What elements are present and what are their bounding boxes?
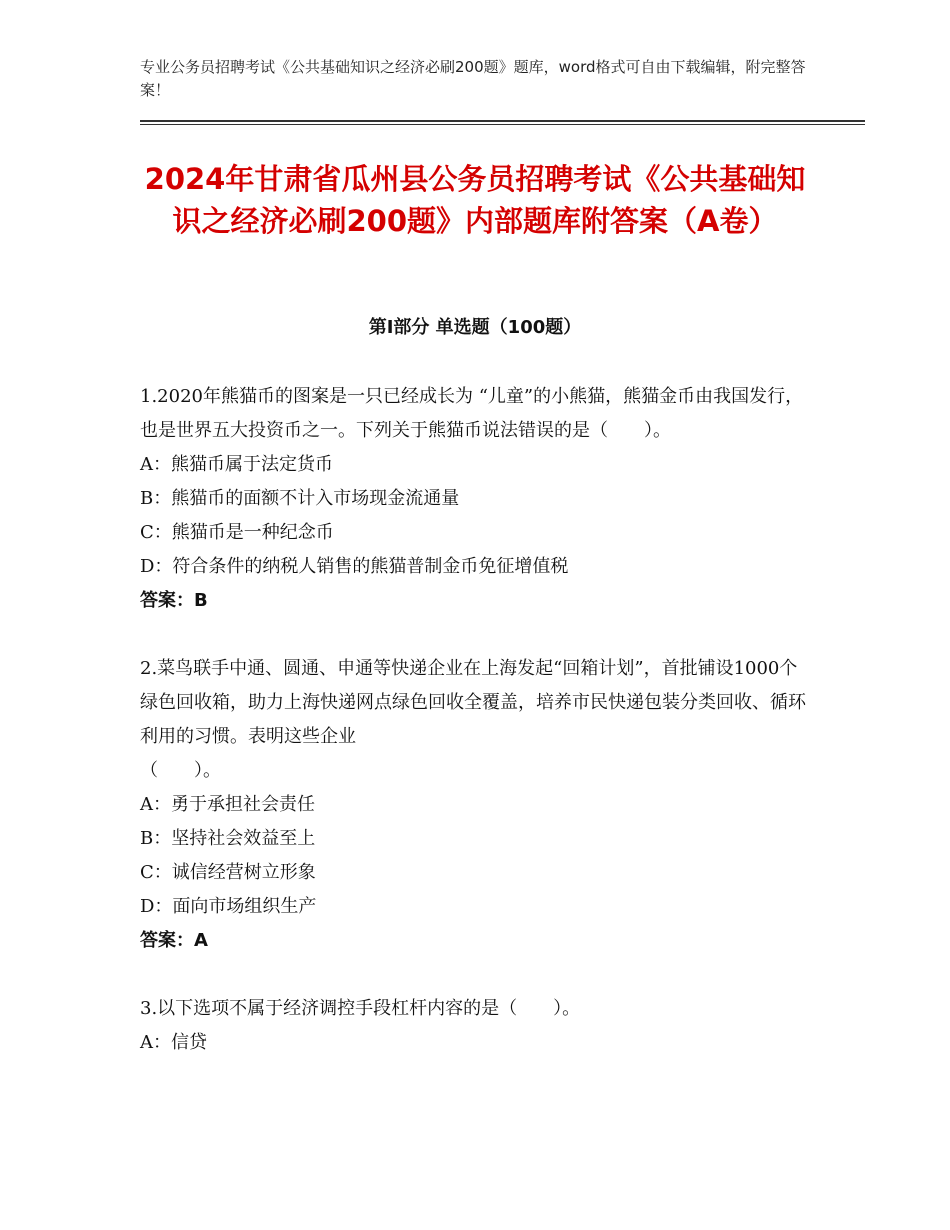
question-3 — [140, 992, 810, 1060]
header-divider-thin — [140, 124, 865, 125]
option-a: A：熊猫币属于法定货币 — [140, 454, 333, 475]
option-d: D：符合条件的纳税人销售的熊猫普制金币免征增值税 — [140, 556, 569, 577]
question-stem: 3.以下选项不属于经济调控手段杠杆内容的是（ ）。 — [140, 998, 581, 1019]
header-note: 专业公务员招聘考试《公共基础知识之经济必刷200题》题库，word格式可自由下载编辑，附完整答案！ — [140, 58, 806, 99]
option-b: B：熊猫币的面额不计入市场现金流通量 — [140, 488, 460, 509]
section-title: 第Ⅰ部分 单选题（100题） — [368, 317, 582, 338]
question-stem: 2.菜鸟联手中通、圆通、申通等快递企业在上海发起“回箱计划”，首批铺设1000个绿色回收箱，助力上海快递网点绿色回收全覆盖，培养市民快递包装分类回收、循环利用的习惯。表明这些企业 — [140, 658, 806, 747]
option-c: C：诚信经营树立形象 — [140, 862, 316, 883]
question-stem-tail: （ ）。 — [140, 760, 221, 781]
question-1 — [140, 380, 810, 618]
answer-line: 答案：A — [140, 930, 208, 951]
question-2 — [140, 652, 810, 958]
option-d: D：面向市场组织生产 — [140, 896, 317, 917]
answer-line: 答案：B — [140, 590, 208, 611]
question-stem: 1.2020年熊猫币的图案是一只已经成长为 “儿童”的小熊猫，熊猫金币由我国发行，也是世界五大投资币之一。下列关于熊猫币说法错误的是（ ）。 — [140, 386, 804, 441]
option-a: A：勇于承担社会责任 — [140, 794, 315, 815]
option-b: B：坚持社会效益至上 — [140, 828, 316, 849]
header-divider-thick — [140, 120, 865, 122]
document-title: 2024年甘肃省瓜州县公务员招聘考试《公共基础知识之经济必刷200题》内部题库附答案（A卷） — [144, 162, 806, 238]
option-a: A：信贷 — [140, 1032, 207, 1053]
question-list — [140, 380, 810, 1094]
option-c: C：熊猫币是一种纪念币 — [140, 522, 334, 543]
